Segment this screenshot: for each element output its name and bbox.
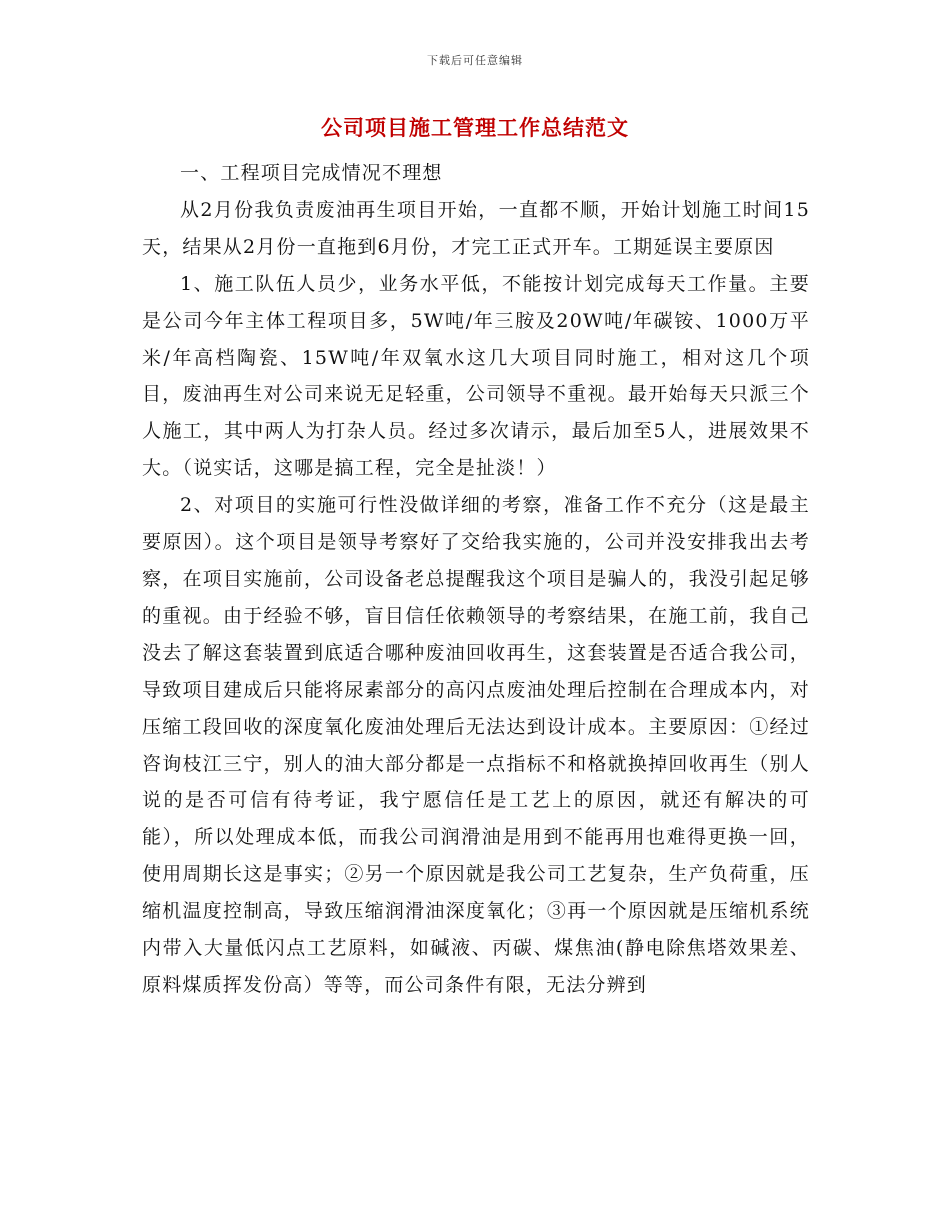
paragraph-intro: 从2月份我负责废油再生项目开始，一直都不顺，开始计划施工时间15天，结果从2月份一直拖到6月份，才完工正式开车。工期延误主要原因: [142, 198, 810, 258]
document-body: [142, 155, 810, 1004]
paragraph-reason-2: 2、对项目的实施可行性没做详细的考察，准备工作不充分（这是最主要原因）。这个项目是领导考察好了交给我实施的，公司并没安排我出去考察，在项目实施前，公司设备老总提醒我这个项目是骗人的，我没引起足够的重视。由于经验不够，盲目信任依赖领导的考察结果，在施工前，我自己没去了解这套装置到底适合哪种废油回收再生，这套装置是否适合我公司，导致项目建成后只能将尿素部分的高闪点废油处理后控制在合理成本内，对压缩工段回收的深度氧化废油处理后无法达到设计成本。主要原因：①经过咨询枝江三宁，别人的油大部分都是一点指标不和格就换掉回收再生（别人说的是否可信有待考证，我宁愿信任是工艺上的原因，就还有解决的可能），所以处理成本低，而我公司润滑油是用到不能再用也难得更换一回，使用周期长这是事实；②另一个原因就是我公司工艺复杂，生产负荷重，压缩机温度控制高，导致压缩润滑油深度氧化；③再一个原因就是压缩机系统内带入大量低闪点工艺原料，如碱液、丙碳、煤焦油(静电除焦塔效果差、原料煤质挥发份高）等等，而公司条件有限，无法分辨到: [142, 494, 810, 996]
paragraph-reason-1: 1、施工队伍人员少，业务水平低，不能按计划完成每天工作量。主要是公司今年主体工程项目多，5W吨/年三胺及20W吨/年碳铵、1000万平米/年高档陶瓷、15W吨/年双氧水这几大项目同时施工，相对这几个项目，废油再生对公司来说无足轻重，公司领导不重视。最开始每天只派三个人施工，其中两人为打杂人员。经过多次请示，最后加至5人，进展效果不大。（说实话，这哪是搞工程，完全是扯淡！）: [142, 272, 810, 480]
section-heading: 一、工程项目完成情况不理想: [180, 162, 443, 184]
page-header-note: 下载后可任意编辑: [427, 54, 523, 67]
document-title: 公司项目施工管理工作总结范文: [321, 115, 629, 140]
